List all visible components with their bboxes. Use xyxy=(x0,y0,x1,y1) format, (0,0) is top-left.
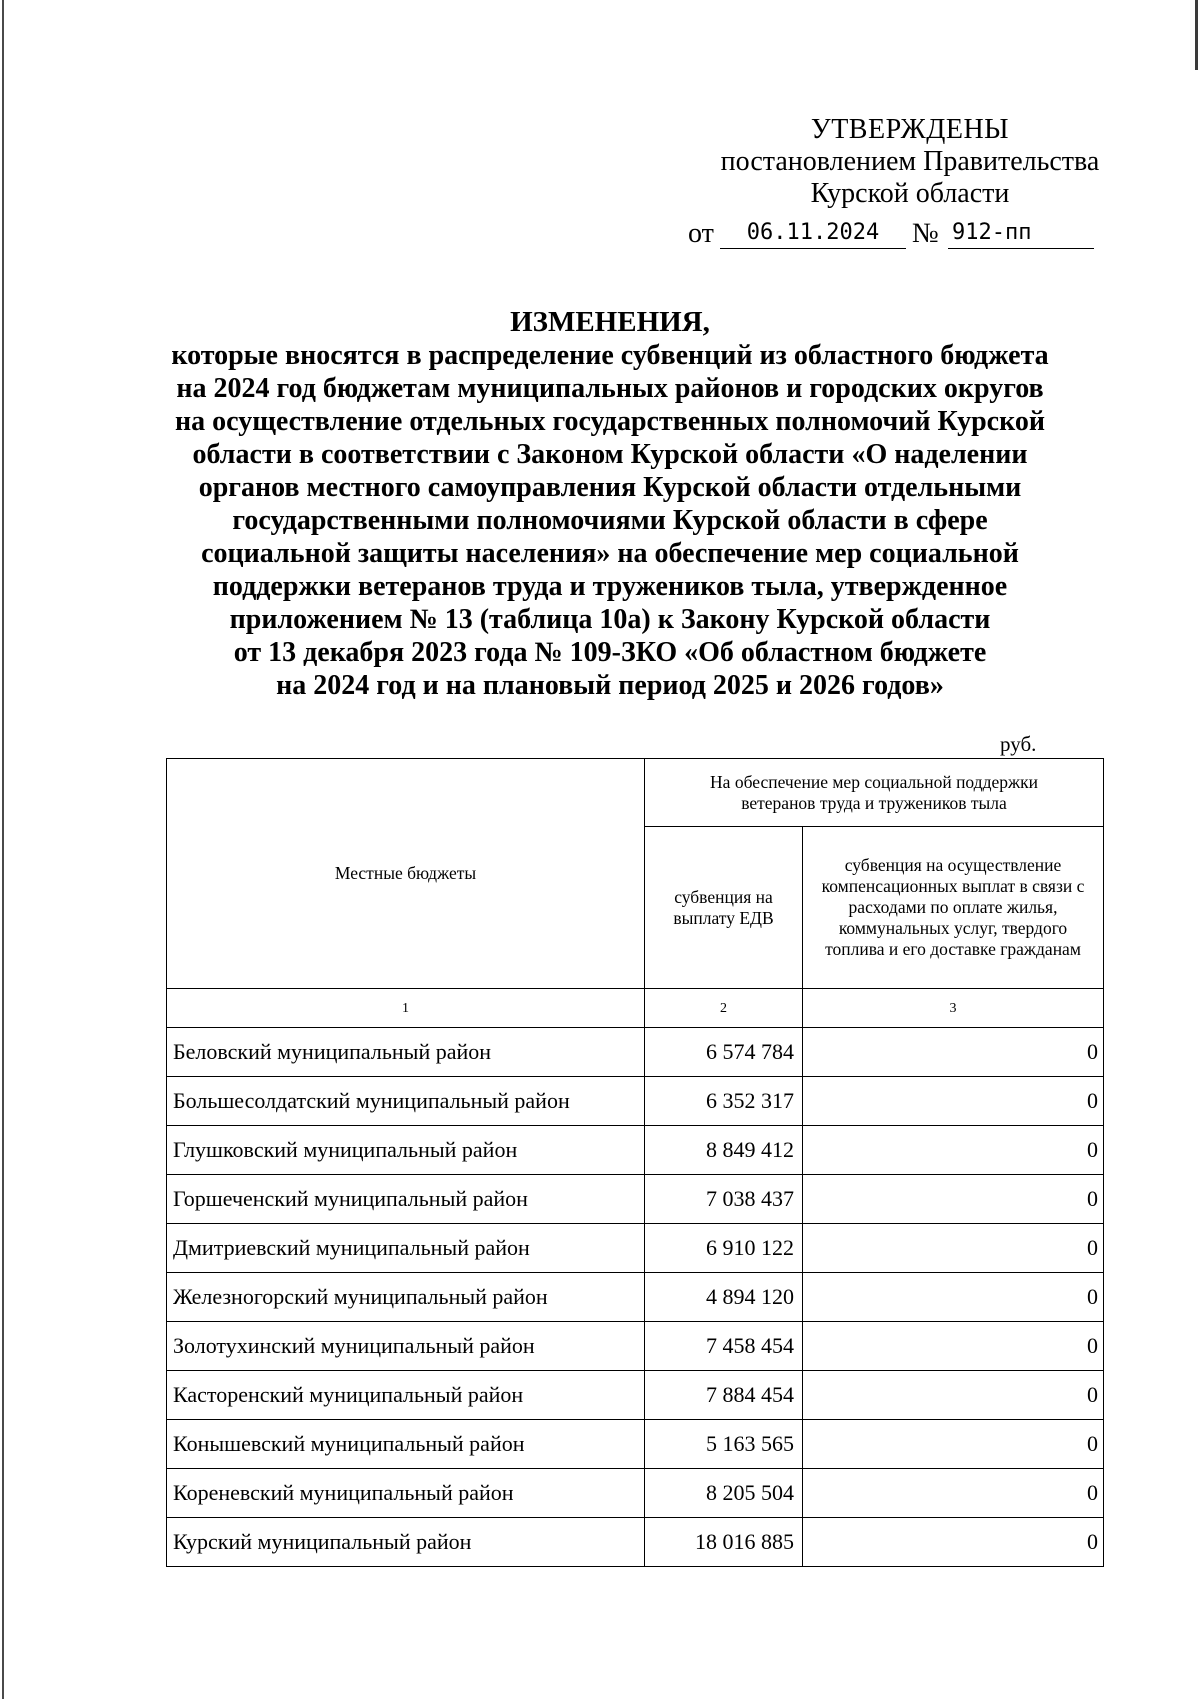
table-row xyxy=(167,1175,1104,1224)
approval-number-prefix: № xyxy=(912,218,939,249)
col-number: 2 xyxy=(645,989,803,1028)
edv-value: 5 163 565 xyxy=(645,1420,803,1469)
edv-value: 7 884 454 xyxy=(645,1371,803,1420)
table-row xyxy=(167,1028,1104,1077)
compensation-value: 0 xyxy=(803,1371,1104,1420)
compensation-value: 0 xyxy=(803,1420,1104,1469)
scan-right-edge xyxy=(1195,0,1198,70)
subvention-table xyxy=(166,758,1104,1567)
table-row xyxy=(167,1322,1104,1371)
document-title xyxy=(160,306,1060,702)
title-line: поддержки ветеранов труда и тружеников тыла, утвержденное xyxy=(212,571,1008,602)
budget-name: Золотухинский муниципальный район xyxy=(167,1322,645,1371)
title-line: социальной защиты населения» на обеспечение мер социальной xyxy=(201,538,1019,569)
budget-name: Железногорский муниципальный район xyxy=(167,1273,645,1322)
edv-value: 6 352 317 xyxy=(645,1077,803,1126)
table-row xyxy=(167,1077,1104,1126)
edv-value: 6 910 122 xyxy=(645,1224,803,1273)
compensation-value: 0 xyxy=(803,1175,1104,1224)
title-line: органов местного самоуправления Курской области отдельными xyxy=(198,472,1022,503)
budget-name: Конышевский муниципальный район xyxy=(167,1420,645,1469)
compensation-value: 0 xyxy=(803,1126,1104,1175)
compensation-value: 0 xyxy=(803,1077,1104,1126)
budget-name: Курский муниципальный район xyxy=(167,1518,645,1567)
edv-value: 7 458 454 xyxy=(645,1322,803,1371)
compensation-value: 0 xyxy=(803,1469,1104,1518)
table-row xyxy=(167,1420,1104,1469)
compensation-value: 0 xyxy=(803,1322,1104,1371)
budget-name: Горшеченский муниципальный район xyxy=(167,1175,645,1224)
units-label: руб. xyxy=(1000,732,1037,756)
edv-value: 4 894 120 xyxy=(645,1273,803,1322)
approval-date: 06.11.2024 xyxy=(720,218,906,249)
col-header-edv: субвенция на выплату ЕДВ xyxy=(645,827,803,989)
approval-heading: УТВЕРЖДЕНЫ xyxy=(810,114,1010,145)
approval-region: Курской области xyxy=(810,178,1010,209)
budget-name: Большесолдатский муниципальный район xyxy=(167,1077,645,1126)
title-line: которые вносятся в распределение субвенций из областного бюджета xyxy=(171,340,1049,371)
scan-left-edge xyxy=(2,0,4,1699)
title-line: от 13 декабря 2023 года № 109-ЗКО «Об областном бюджете xyxy=(233,637,987,668)
budget-name: Касторенский муниципальный район xyxy=(167,1371,645,1420)
table-row xyxy=(167,1126,1104,1175)
table-row xyxy=(167,1273,1104,1322)
table-row xyxy=(167,1224,1104,1273)
col-header-compensation: субвенция на осуществление компенсационных выплат в связи с расходами по оплате жилья, коммунальных услуг, твердого топлива и его доставке гражданам xyxy=(803,827,1104,989)
approval-number: 912-пп xyxy=(948,218,1094,249)
budget-name: Кореневский муниципальный район xyxy=(167,1469,645,1518)
title-heading: ИЗМЕНЕНИЯ, xyxy=(510,306,710,338)
title-line: области в соответствии с Законом Курской области «О наделении xyxy=(192,439,1028,470)
title-line: на осуществление отдельных государственных полномочий Курской xyxy=(175,406,1045,437)
title-line: государственными полномочиями Курской области в сфере xyxy=(232,505,988,536)
edv-value: 8 205 504 xyxy=(645,1469,803,1518)
col-header-budgets: Местные бюджеты xyxy=(167,759,645,989)
title-line: на 2024 год бюджетам муниципальных районов и городских округов xyxy=(176,373,1044,404)
compensation-value: 0 xyxy=(803,1028,1104,1077)
col-group-header: На обеспечение мер социальной поддержки ветеранов труда и тружеников тыла xyxy=(645,759,1104,827)
approval-block xyxy=(690,114,1130,210)
edv-value: 8 849 412 xyxy=(645,1126,803,1175)
edv-value: 6 574 784 xyxy=(645,1028,803,1077)
table-row xyxy=(167,1469,1104,1518)
budget-name: Беловский муниципальный район xyxy=(167,1028,645,1077)
title-line: на 2024 год и на плановый период 2025 и 2026 годов» xyxy=(276,670,944,701)
compensation-value: 0 xyxy=(803,1518,1104,1567)
budget-name: Дмитриевский муниципальный район xyxy=(167,1224,645,1273)
table-row xyxy=(167,1371,1104,1420)
compensation-value: 0 xyxy=(803,1273,1104,1322)
col-number: 1 xyxy=(167,989,645,1028)
approval-authority: постановлением Правительства xyxy=(720,146,1100,177)
col-number: 3 xyxy=(803,989,1104,1028)
compensation-value: 0 xyxy=(803,1224,1104,1273)
title-line: приложением № 13 (таблица 10а) к Закону Курской области xyxy=(229,604,991,635)
edv-value: 18 016 885 xyxy=(645,1518,803,1567)
approval-date-prefix: от xyxy=(688,218,714,249)
table-row xyxy=(167,1518,1104,1567)
budget-name: Глушковский муниципальный район xyxy=(167,1126,645,1175)
edv-value: 7 038 437 xyxy=(645,1175,803,1224)
